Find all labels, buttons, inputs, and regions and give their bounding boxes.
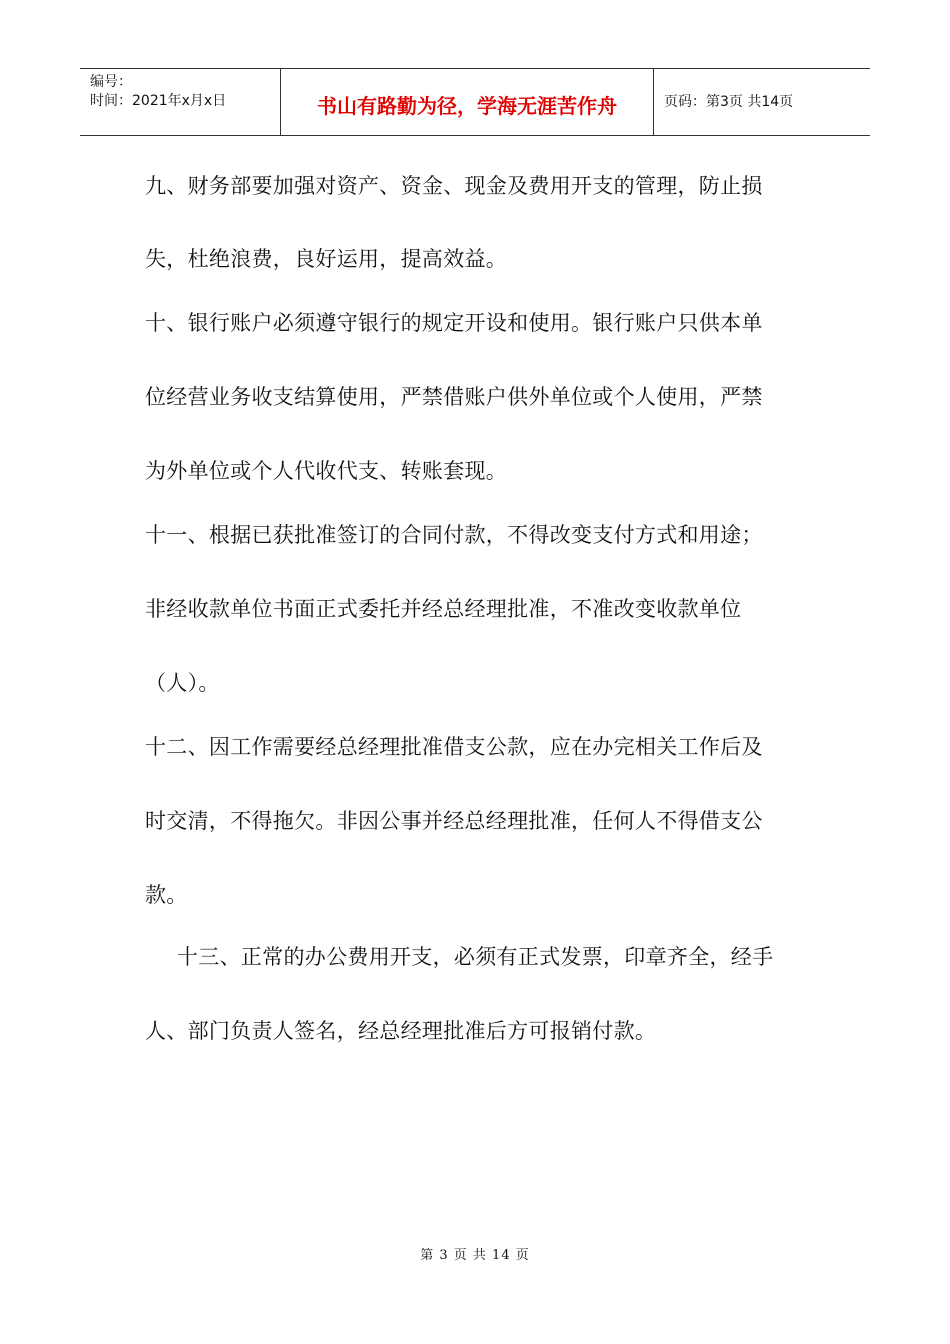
header-motto: 书山有路勤为径，学海无涯苦作舟 — [281, 69, 654, 135]
paragraph-12-line-2: 时交清，不得拖欠。非因公事并经总经理批准，任何人不得借支公 — [145, 809, 763, 833]
paragraph-10-line-1: 十、银行账户必须遵守银行的规定开设和使用。银行账户只供本单 — [145, 311, 763, 335]
paragraph-11-line-1: 十一、根据已获批准签订的合同付款，不得改变支付方式和用途； — [145, 523, 763, 547]
paragraph-10-line-3: 为外单位或个人代收代支、转账套现。 — [145, 459, 508, 483]
document-time-label: 时间：2021年x月x日 — [90, 93, 227, 109]
paragraph-9-line-1: 九、财务部要加强对资产、资金、现金及费用开支的管理，防止损 — [145, 174, 763, 198]
paragraph-12-line-3: 款。 — [145, 883, 188, 907]
page-footer: 第 3 页 共 14 页 — [420, 1248, 530, 1263]
paragraph-11-line-2: 非经收款单位书面正式委托并经总经理批准，不准改变收款单位 — [145, 597, 742, 621]
paragraph-11-line-3: （人）。 — [145, 671, 220, 695]
header-meta-cell — [80, 69, 281, 135]
paragraph-13-line-2: 人、部门负责人签名，经总经理批准后方可报销付款。 — [145, 1019, 657, 1043]
paragraph-9-line-2: 失，杜绝浪费，良好运用，提高效益。 — [145, 247, 508, 271]
paragraph-13-line-1: 十三、正常的办公费用开支，必须有正式发票，印章齐全，经手 — [177, 945, 774, 969]
paragraph-12-line-1: 十二、因工作需要经总经理批准借支公款，应在办完相关工作后及 — [145, 735, 763, 759]
paragraph-10-line-2: 位经营业务收支结算使用，严禁借账户供外单位或个人使用，严禁 — [145, 385, 763, 409]
header-page-number: 页码：第3页 共14页 — [664, 94, 794, 110]
document-number-label: 编号： — [90, 74, 132, 90]
document-header — [80, 68, 870, 136]
